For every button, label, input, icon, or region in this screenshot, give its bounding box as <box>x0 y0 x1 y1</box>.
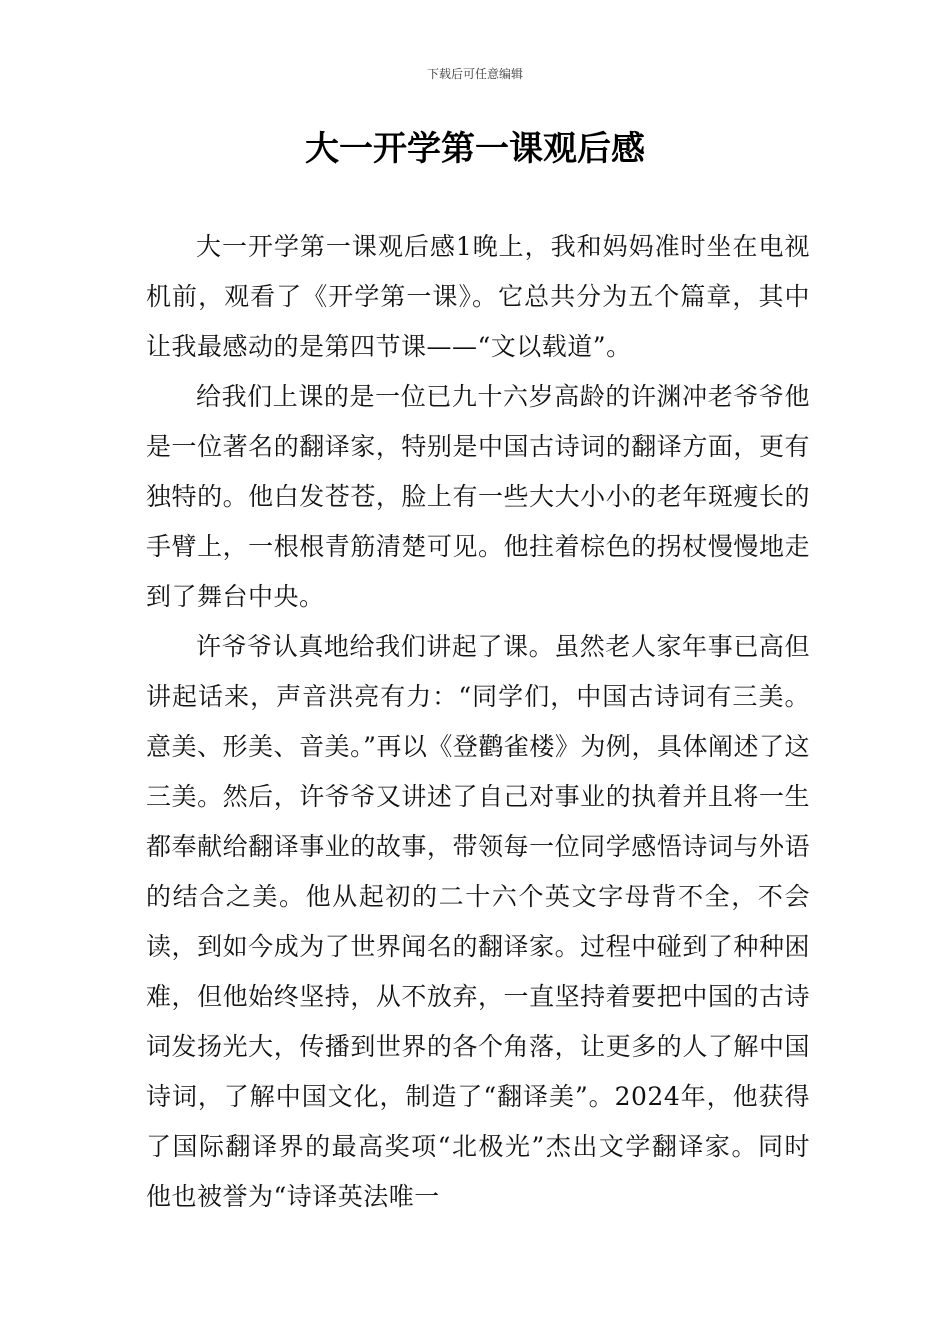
page-title: 大一开学第一课观后感 <box>305 129 645 169</box>
body-text <box>146 222 810 1222</box>
paragraph-3: 许爷爷认真地给我们讲起了课。虽然老人家年事已高但讲起话来，声音洪亮有力：“同学们，中国古诗词有三美。意美、形美、音美。”再以《登鹳雀楼》为例，具体阐述了这三美。然后，许爷爷又讲述了自己对事业的执着并且将一生都奉献给翻译事业的故事，带领每一位同学感悟诗词与外语的结合之美。他从起初的二十六个英文字母背不全，不会读，到如今成为了世界闻名的翻译家。过程中碰到了种种困难，但他始终坚持，从不放弃，一直坚持着要把中国的古诗词发扬光大，传播到世界的各个角落，让更多的人了解中国诗词，了解中国文化，制造了“翻译美”。2024年，他获得了国际翻译界的最高奖项“北极光”杰出文学翻译家。同时他也被誉为“诗译英法唯一 <box>146 632 810 1211</box>
paragraph-1: 大一开学第一课观后感1晚上，我和妈妈准时坐在电视机前，观看了《开学第一课》。它总共分为五个篇章，其中让我最感动的是第四节课——“文以载道”。 <box>146 232 810 361</box>
paragraph-2: 给我们上课的是一位已九十六岁高龄的许渊冲老爷爷他是一位著名的翻译家，特别是中国古诗词的翻译方面，更有独特的。他白发苍苍，脸上有一些大大小小的老年斑瘦长的手臂上，一根根青筋清楚可见。他拄着棕色的拐杖慢慢地走到了舞台中央。 <box>146 382 810 611</box>
header-note: 下载后可任意编辑 <box>426 67 523 81</box>
